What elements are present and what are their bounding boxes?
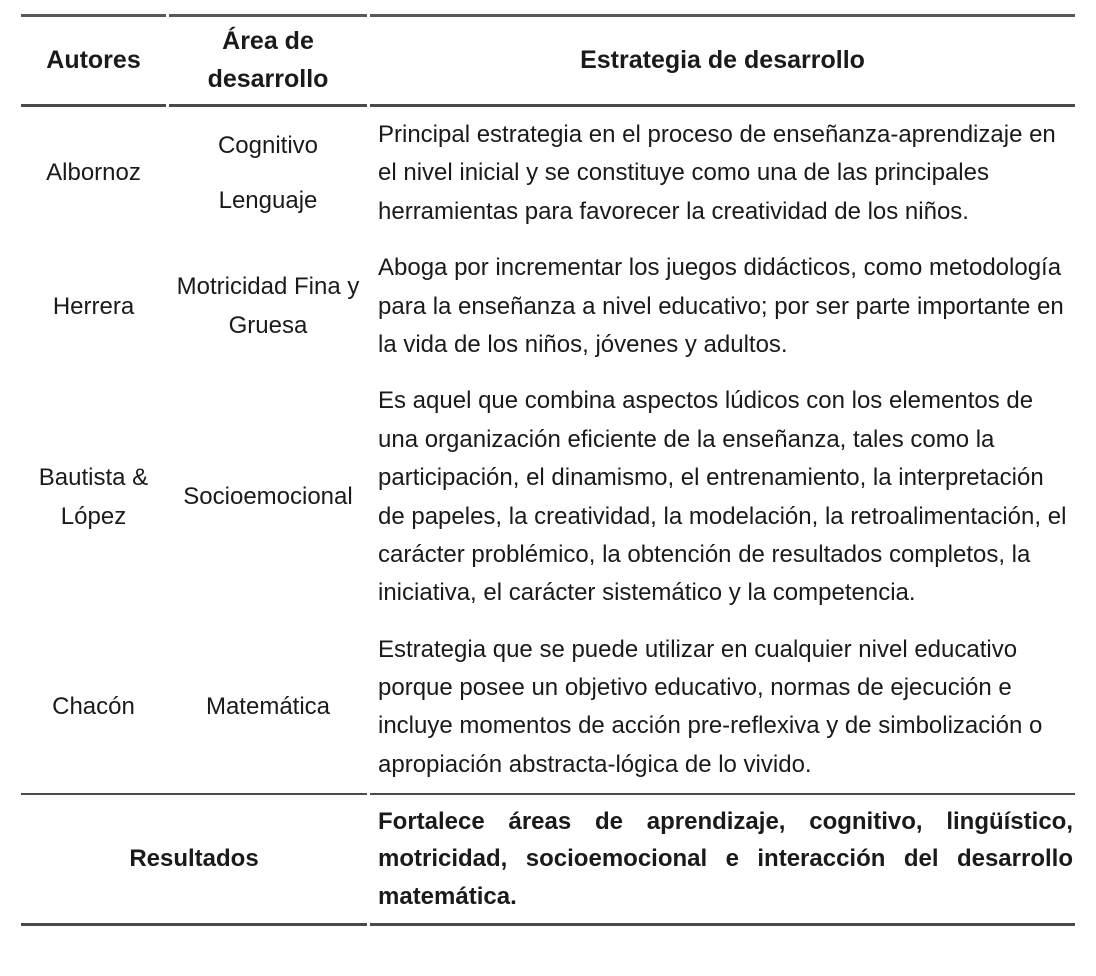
- author-cell: Bautista & López: [21, 373, 166, 621]
- results-text: Fortalece áreas de aprendizaje, cognitivo, lingüístico, motricidad, socioemocional e interacción del desarrollo matemática.: [370, 793, 1075, 926]
- area-item: Lenguaje: [218, 186, 318, 214]
- table-header-row: [21, 14, 1075, 107]
- strategy-cell: Es aquel que combina aspectos lúdicos con los elementos de una organización eficiente de la enseñanza, tales como la participación, el dinamismo, el entrenamiento, la interpretación de papeles, la creatividad, la modelación, la retroalimentación, el carácter problémico, la obtención de resultados completos, la iniciativa, el carácter sistemático y la competencia.: [370, 373, 1075, 621]
- area-cell: [169, 240, 367, 373]
- area-cell: [169, 107, 367, 240]
- area-cell: [169, 373, 367, 621]
- area-item: Cognitivo: [217, 132, 319, 160]
- table-body: [21, 107, 1075, 793]
- strategies-table: [18, 14, 1078, 926]
- author-cell: Herrera: [21, 240, 166, 373]
- column-header-estrategia-de-desarrollo: Estrategia de desarrollo: [370, 14, 1075, 107]
- strategy-cell: Aboga por incrementar los juegos didácticos, como metodología para la enseñanza a nivel educativo; por ser parte importante en la vida de los niños, jóvenes y adultos.: [370, 240, 1075, 373]
- author-cell: Chacón: [21, 622, 166, 794]
- results-label: Resultados: [21, 793, 367, 926]
- column-header-area-de-desarrollo: Área de desarrollo: [169, 14, 367, 107]
- area-item: Socioemocional: [183, 483, 353, 511]
- area-item: Motricidad Fina y Gruesa: [176, 273, 360, 339]
- area-cell: [169, 622, 367, 794]
- table-row: [21, 373, 1075, 621]
- strategy-cell: Principal estrategia en el proceso de enseñanza-aprendizaje en el nivel inicial y se constituye como una de las principales herramientas para favorecer la creatividad de los niños.: [370, 107, 1075, 240]
- strategy-cell: Estrategia que se puede utilizar en cualquier nivel educativo porque posee un objetivo educativo, normas de ejecución e incluye momentos de acción pre-reflexiva y de simbolización o apropiación abstracta-lógica de lo vivido.: [370, 622, 1075, 794]
- table-row: [21, 107, 1075, 240]
- column-header-autores: Autores: [21, 14, 166, 107]
- table-row: [21, 622, 1075, 794]
- results-row: [21, 793, 1075, 926]
- author-cell: Albornoz: [21, 107, 166, 240]
- area-item: Matemática: [205, 693, 331, 721]
- table-row: [21, 240, 1075, 373]
